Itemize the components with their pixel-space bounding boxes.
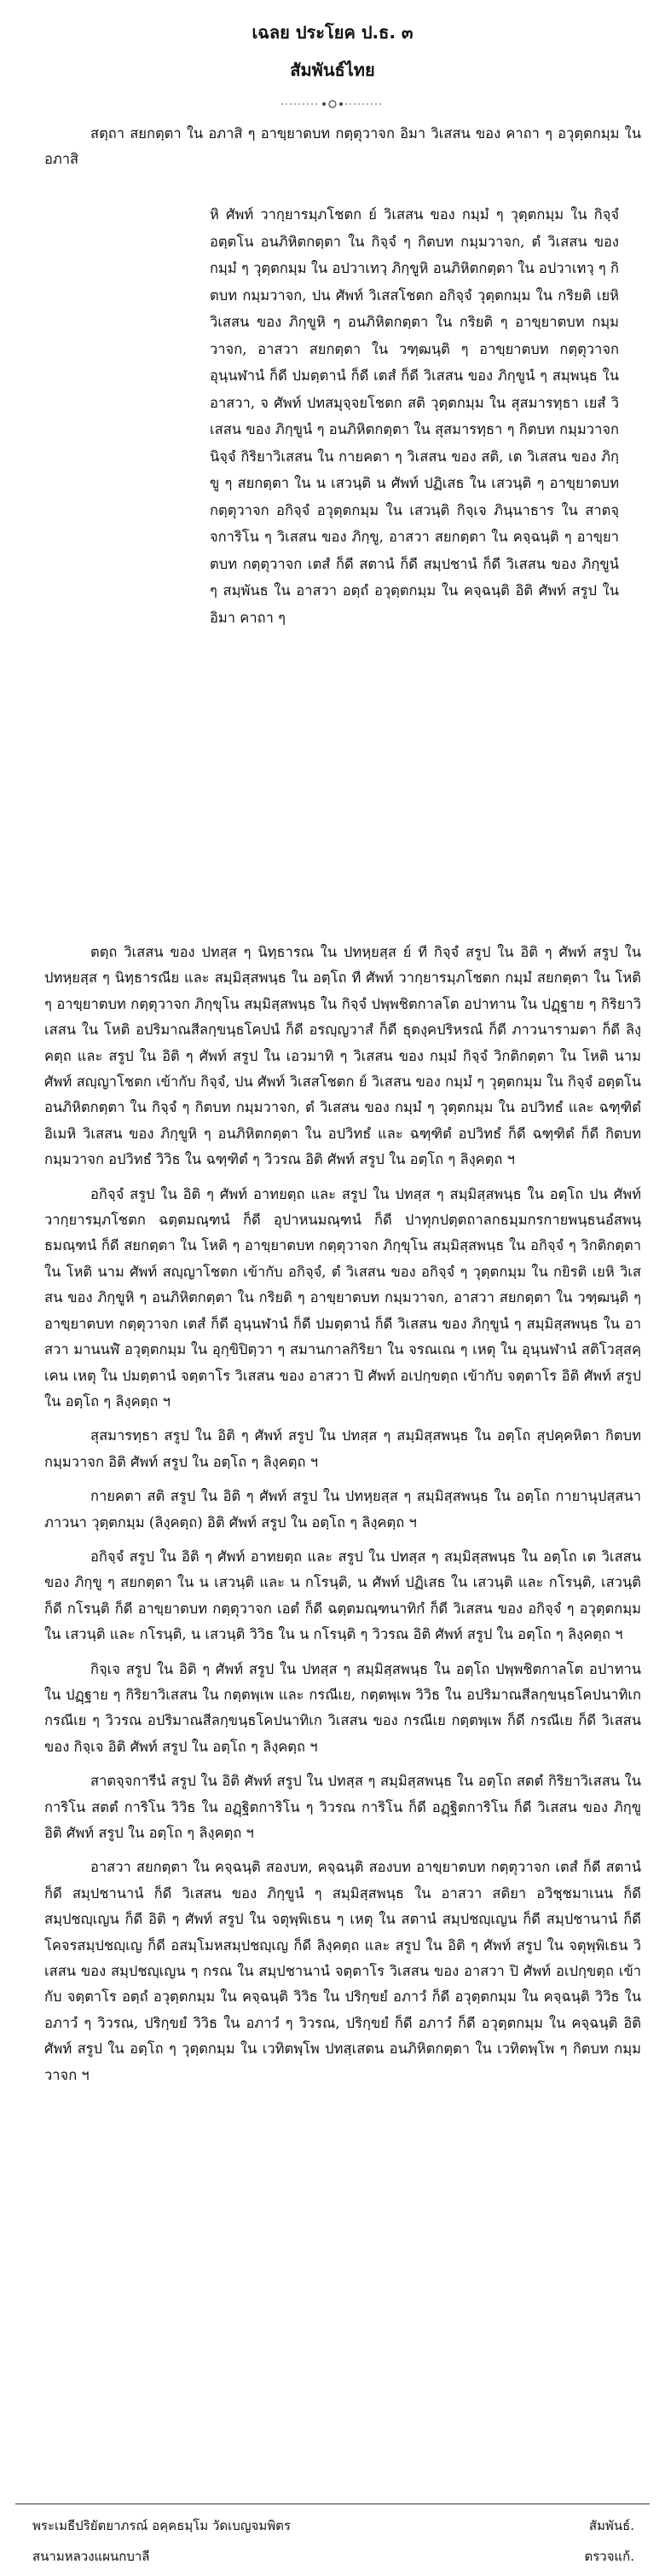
main-paragraph: อกิจฺจํ สรูป ใน อิติ ๆ ศัพท์ อาทยตฺถ และ สรูป ใน ปทสฺส ๆ สมฺมิสฺสพนฺธ ใน อตฺโถ เต วิเสสน ของ ภิกฺขู ๆ สยกตฺตา ใน น เสวนฺติ และ น กโรนฺติ, น ศัพท์ ปฏิเสธ ใน เสวนฺติ และ กโรนฺติ, เสวนฺติ ก็ดี กโรนฺติ ก็ดี อาขฺยาตบท กตฺตุวาจก เอตํ ก็ดี ฉตฺตมณฺฑนาทิกํ ก็ดี วิเสสน ของ อกิจฺจํ ๆ อวุตฺตกมฺม ใน เสวนฺติ และ กโรนฺติ, น เสวนฺติ วิวิธ ใน น กโรนฺติ ๆ วิวรณ อิติ ศัพท์ สรูป ใน อตฺโถ ๆ ลิงฺคตฺถ ฯ [44,1548,641,1643]
page-title: เฉลย ประโยค ป.ธ. ๓ [252,22,413,43]
footer-author-line2: สนามหลวงแผนกบาลี [32,2549,150,2564]
intro-paragraph: สตฺถา สยกตฺตา ใน อภาสิ ๆ อาขฺยาตบท กตฺตุวาจก อิมา วิเสสน ของ คาถา ๆ อวุตฺตกมฺม ใน อภาสิ [44,125,641,168]
main-paragraph: กิจฺเจ สรูป ใน อิติ ๆ ศัพท์ สรูป ใน ปทสฺส ๆ สมฺมิสฺสพนฺธ ใน อตฺโถ ปพฺพชิตกาลโต อปาทาน ใน ปฏฺฐาย ๆ กิริยาวิเสสน ใน กตฺตพฺเพ และ กรณีเย, กตฺตพฺเพ วิวิธ ใน อปริมาณสีลกฺขนฺธโคปนาทิเก กรณีเย ๆ วิวรณ อปริมาณสีลกฺขนฺธโคปนาทิเก วิเสสน ของ กรณีเย กตฺตพฺเพ ก็ดี กรณีเย ก็ดี วิเสสน ของ กิจฺเจ อิติ ศัพท์ สรูป ใน อตฺโถ ๆ ลิงฺคตฺถ ฯ [44,1660,641,1755]
quote-block [210,201,619,631]
main-paragraph: อกิจฺจํ สรูป ใน อิติ ๆ ศัพท์ อาทยตฺถ และ สรูป ใน ปทสฺส ๆ สมฺมิสฺสพนฺธ ใน อตฺโถ ปน ศัพท์ วากฺยารมฺภโชตก ฉตฺตมณฺฑนํ ก็ดี อุปาหนมณฺฑนํ ก็ดี ปาทุกปตฺตถาลกธมฺมกรกายพนฺธนอํสพนฺธมณฺฑนํ ก็ดี สยกตฺตา ใน โหติ ๆ อาขฺยาตบท กตฺตุวาจก ภิกฺขุโน สมฺมิสฺสพนฺธ ใน อกิจฺจํ ๆ วิกติกตฺตา ใน โหติ นาม ศัพท์ สญฺญาโชตก เข้ากับ อกิจฺจํ, ตํ วิเสสน ของ อกิจฺจํ ๆ วุตฺตกมฺม ใน กยิรติ เยหิ วิเสสน ของ ภิกฺขูหิ ๆ อนภิหิตกตฺตา ใน กริยติ ๆ อาขฺยาตบท กมฺมวาจก, อาสวา สยกตฺตา ใน วฑฺฒนฺติ ๆ อาขฺยาตบท กตฺตุวาจก เตสํ ก็ดี อุนฺนฬานํ ก็ดี ปมตฺตานํ ก็ดี วิเสสน ของ ภิกฺขูนํ ๆ สมฺมิสฺสพนฺธ ใน อาสวา มานนฬํ อวุตฺตกมฺม ใน อุกฺขิปิตฺวา ๆ สมานกาลกิริยา ใน จรณเณ ๆ เหตุ ใน อุนฺนฬานํ สติโวสฺสคฺเคน เหตุ ใน ปมตฺตานํ จตฺตาโร วิเสสน ของ อาสวา ปิ ศัพท์ อเปกฺขตฺถ เข้ากับ จตฺตาโร อิติ ศัพท์ สรูป ใน อตฺโถ ๆ ลิงฺคตฺถ ฯ [44,1185,641,1410]
main-paragraph: ตตฺถ วิเสสน ของ ปทสฺส ๆ นิทฺธารณ ใน ปทหฺยสฺส ย์ ที กิจฺจํ สรูป ใน อิติ ๆ ศัพท์ สรูป ใน ปทหฺยสฺส ๆ นิทฺธารณีย และ สมฺมิสฺสพนฺธ ใน อตฺโถ ที ศัพท์ วากฺยารมฺภโชตก กมฺมํ สยกตฺตา ใน โหติ ๆ อาขฺยาตบท กตฺตุวาจก ภิกฺขุโน สมฺมิสฺสพนฺธ ใน กิจฺจํ ปพฺพชิตกาลโต อปาทาน ใน ปฏฺฐาย ๆ กิริยาวิเสสน ใน โหติ อปริมาณสีลกฺขนฺธโคปนํ ก็ดี อรญฺญวาสํ ก็ดี ธุตงฺคปริหรณํ ก็ดี ภาวนารามตา ก็ดี ลิงฺคตฺถ และ สรูป ใน อิติ ๆ ศัพท์ สรูป ใน เอวมาทิ ๆ วิเสสน ของ กมฺมํ กิจฺจํ วิกติกตฺตา ใน โหติ นาม ศัพท์ สญฺญาโชตก เข้ากับ กิจฺจํ, ปน ศัพท์ วิเสสโชตก ย์ วิเสสน ของ กมฺมํ ๆ วุตฺตกมฺม ใน กิจฺจํ อตฺตโน อนภิหิตกตฺตา ใน กิจฺจํ ๆ กิตบท กมฺมวาจก, ตํ วิเสสน ของ กมฺมํ ๆ วุตฺตกมฺม ใน อปวิทธํ และ ฉฑฺฑิตํ อิเมหิ วิเสสน ของ ภิกฺขูหิ ๆ อนภิหิตกตฺตา ใน อปวิทธํ และ ฉฑฺฑิตํ อปวิทธํ ก็ดี ฉฑฺฑิตํ ก็ดี กิตบท กมฺมวาจก อปวิทธํ วิวิธ ใน ฉฑฺฑิตํ ๆ วิวรณ อิติ ศัพท์ สรูป ใน อตฺโถ ๆ ลิงฺคตฺถ ฯ [44,944,641,1168]
main-paragraph: กายคตา สติ สรูป ใน อิติ ๆ ศัพท์ สรูป ใน ปทหฺยสฺส ๆ สมฺมิสฺสพนฺธ ใน อตฺโถ กายานุปสฺสนาภาวนา วุตฺตกมฺม (ลิงฺคตฺถ) อิติ ศัพท์ สรูป ใน อตฺโถ ๆ ลิงฺคตฺถ ฯ [44,1488,641,1531]
ornament-divider [247,96,418,113]
main-paragraph: สุสมารทฺธา สรูป ใน อิติ ๆ ศัพท์ สรูป ใน ปทสฺส ๆ สมฺมิสฺสพนฺธ ใน อตฺโถ สุปคฺคหิตา กิตบท กมฺมวาจก อิติ ศัพท์ สรูป ใน อตฺโถ ๆ ลิงฺคตฺถ ฯ [44,1427,641,1470]
main-paragraph: อาสวา สยกตฺตา ใน คจฺฉนฺติ สองบท, คจฺฉนฺติ สองบท อาขฺยาตบท กตฺตุวาจก เตสํ ก็ดี สตานํ ก็ดี สมฺปชานานํ ก็ดี วิเสสน ของ ภิกฺขูนํ ๆ สมฺมิสฺสพนฺธ ใน อาสวา สติยา อวิชฺชมาเนน ก็ดี สมฺปชญฺเญน ก็ดี อิติ ๆ ศัพท์ สรูป ใน จตุพฺพิเธน ๆ เหตุ ใน สตานํ สมฺปชญฺเญน ก็ดี สมฺปชานานํ ก็ดี โคจรสมฺปชญฺเญ ก็ดี อสมฺโมหสมฺปชญฺเญ ก็ดี ลิงฺคตฺถ และ สรูป ใน อิติ ๆ ศัพท์ สรูป ใน จตุพฺพิเธน วิเสสน ของ สมฺปชญฺเญน ๆ กรณ ใน สมฺปชานานํ จตฺตาโร วิเสสน ของ อาสวา ปิ ศัพท์ อเปกฺขตฺถ เข้ากับ จตฺตาโร อตฺถํ อวุตฺตกมฺม ใน คจฺฉนฺติ วิวิธ ใน ปริกฺขยํ อภาวํ ก็ดี อวุตฺตกมฺม ใน คจฺฉนฺติ วิวิธ ใน อภาวํ ๆ วิวรณ, ปริกฺขยํ วิวิธ ใน อภาวํ ๆ วิวรณ, ปริกฺขยํ ก็ดี อภาวํ ก็ดี อวุตฺตกมฺม ใน คจฺฉนฺติ อิติ ศัพท์ สรูป ใน อตฺโถ ๆ วุตฺตกมฺม ใน เวทิตพฺโพ ปทสฺเสตน อนภิหิตกตฺตา ใน เวทิตพฺโพ ๆ กิตบท กมฺมวาจก ฯ [44,1859,641,2083]
page-subtitle: สัมพันธ์ไทย [290,60,375,80]
main-block [44,940,641,2097]
quote-paragraph: หิ ศัพท์ วากฺยารมฺภโชตก ย์ วิเสสน ของ กมฺมํ ๆ วุตฺตกมฺม ใน กิจฺจํ อตฺตโน อนภิหิตกตฺตา ใน กิจฺจํ ๆ กิตบท กมฺมวาจก, ตํ วิเสสน ของ กมฺมํ ๆ วุตฺตกมฺม ใน อปวาเทวฺ ภิกฺขูหิ อนภิหิตกตฺตา ใน อปวาเทวฺ ๆ กิตบท กมฺมวาจก, ปน ศัพท์ วิเสสโชตก อกิจฺจํ วุตฺตกมฺม ใน กริยติ เยหิ วิเสสน ของ ภิกฺขูหิ ๆ อนภิหิตกตฺตา ใน กริยติ ๆ อาขฺยาตบท กมฺมวาจก, อาสวา สยกตฺตา ใน วฑฺฒนฺติ ๆ อาขฺยาตบท กตฺตุวาจก อุนฺนฬานํ ก็ดี ปมตฺตานํ ก็ดี เตสํ ก็ดี วิเสสน ของ ภิกฺขูนํ ๆ สมฺพนฺธ ใน อาสวา, จ ศัพท์ ปทสมุจฺจยโชตก สติ วุตฺตกมฺม ใน สุสมารทฺธา เยสํ วิเสสน ของ ภิกฺขูนํ ๆ อนภิหิตกตฺตา ใน สุสมารทฺธา ๆ กิตบท กมฺมวาจก นิจฺจํ กิริยาวิเสสน ใน กายคตา ๆ วิเสสน ของ สติ, เต วิเสสน ของ ภิกฺขู ๆ สยกตฺตา ใน น เสวนฺติ น ศัพท์ ปฏิเสธ ใน เสวนฺติ ๆ อาขฺยาตบท กตฺตุวาจก อกิจฺจํ อวุตฺตกมฺม ใน เสวนฺติ กิจฺเจ ภินฺนาธาร ใน สาตจฺจการิโน ๆ วิเสสน ของ ภิกฺขู, อาสวา สยกตฺตา ใน คจฺฉนฺติ ๆ อาขฺยาตบท กตฺตุวาจก เตสํ ก็ดี สตานํ ก็ดี สมฺปชานํ ก็ดี วิเสสน ของ ภิกฺขูนํ ๆ สมฺพันธ ใน อาสวา อตฺถํ อวุตฺตกมฺม ใน คจฺฉนฺติ อิติ ศัพท์ สรูป ใน อิมา คาถา ๆ [210,206,619,626]
main-paragraph: สาตจฺจการีนํ สรูป ใน อิติ ศัพท์ สรูป ใน ปทสฺส ๆ สมฺมิสฺสพนฺธ ใน อตฺโถ สตตํ กิริยาวิเสสน ใน การิโน สตตํ การิโน วิวิธ ใน อฏฺฐิตการิโน ๆ วิวรณ การิโน ก็ดี อฏฺฐิตการิโน ก็ดี วิเสสน ของ ภิกฺขู อิติ ศัพท์ สรูป ใน อตฺโถ ๆ ลิงฺคตฺถ ฯ [44,1773,641,1841]
footer-author: พระเมธีปริยัตยาภรณ์ อคฺคธมฺโม วัดเบญจมพิตร [32,2518,291,2533]
footer-note-2: ตรวจแก้. [584,2549,634,2564]
footer-note-1: สัมพันธ์. [588,2518,634,2533]
intro-block [44,121,641,173]
